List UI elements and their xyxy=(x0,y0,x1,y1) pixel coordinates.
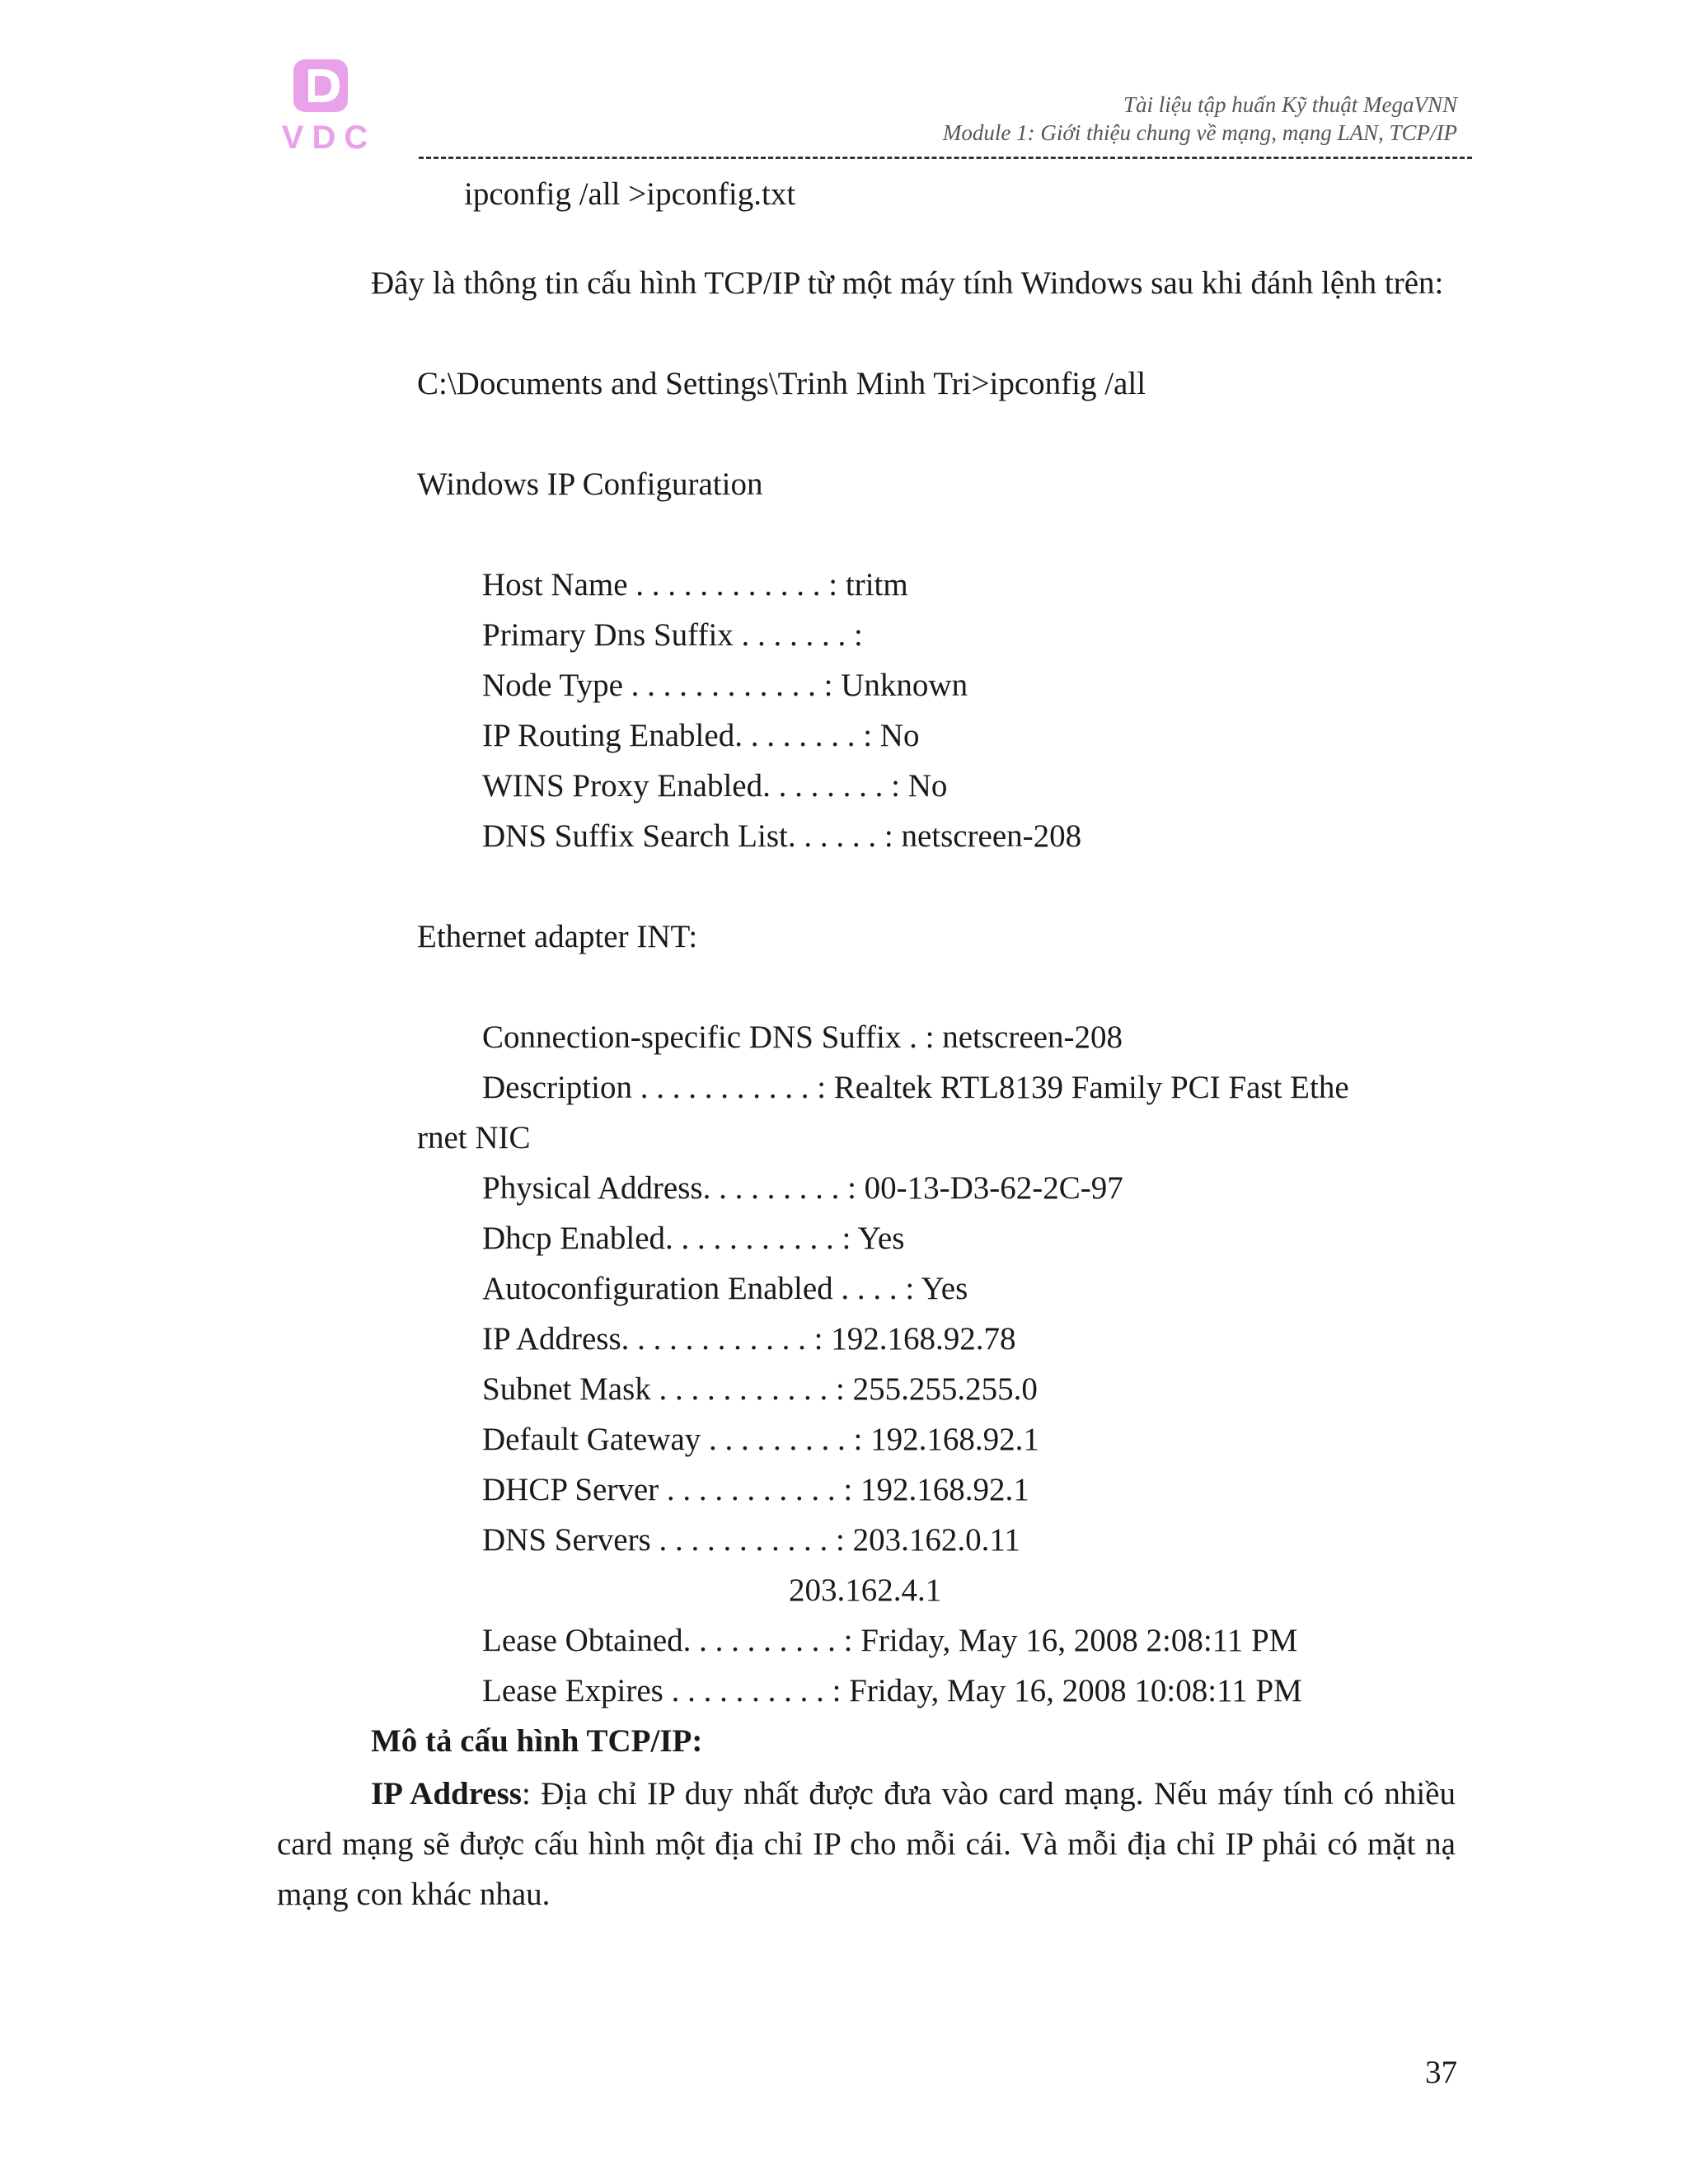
term-ip-address: IP Address xyxy=(371,1776,522,1811)
adapter-row: Physical Address. . . . . . . . . : 00-13-D3-62-2C-97 xyxy=(482,1170,1123,1206)
adapter-row: Connection-specific DNS Suffix . : netscreen-208 xyxy=(482,1019,1123,1055)
header-title: Tài liệu tập huấn Kỹ thuật MegaVNN xyxy=(1123,92,1457,117)
vdc-logo xyxy=(275,58,399,157)
adapter-row: Autoconfiguration Enabled . . . . : Yes xyxy=(482,1271,968,1306)
config-row: WINS Proxy Enabled. . . . . . . . : No xyxy=(482,768,948,804)
header-subtitle: Module 1: Giới thiệu chung về mạng, mạng LAN, TCP/IP xyxy=(942,120,1457,145)
ip-address-text: : Địa chỉ IP duy nhất được đưa vào card mạng. Nếu máy tính có nhiều card mạng sẽ được cấu hình một địa chỉ IP cho mỗi cái. Và mỗi địa chỉ IP phải có mặt nạ mạng con khác nhau. xyxy=(277,1776,1456,1912)
intro-paragraph: Đây là thông tin cấu hình TCP/IP từ một máy tính Windows sau khi đánh lệnh trên: xyxy=(371,265,1444,301)
adapter-row: Lease Obtained. . . . . . . . . . : Friday, May 16, 2008 2:08:11 PM xyxy=(482,1623,1298,1658)
adapter-row: Lease Expires . . . . . . . . . . : Friday, May 16, 2008 10:08:11 PM xyxy=(482,1673,1302,1708)
section-heading: Mô tả cấu hình TCP/IP: xyxy=(371,1723,703,1759)
page-number: 37 xyxy=(1425,2055,1457,2090)
config-row: Primary Dns Suffix . . . . . . . : xyxy=(482,617,863,653)
adapter-row: Default Gateway . . . . . . . . . : 192.168.92.1 xyxy=(482,1422,1039,1457)
config-row: IP Routing Enabled. . . . . . . . : No xyxy=(482,718,920,753)
adapter-row: Subnet Mask . . . . . . . . . . . : 255.255.255.0 xyxy=(482,1371,1038,1407)
windows-ip-config-title: Windows IP Configuration xyxy=(417,466,763,502)
description-wrap: rnet NIC xyxy=(417,1120,531,1155)
adapter-row: DHCP Server . . . . . . . . . . . : 192.168.92.1 xyxy=(482,1472,1029,1507)
adapter-title: Ethernet adapter INT: xyxy=(417,919,698,954)
adapter-row: Description . . . . . . . . . . . : Realtek RTL8139 Family PCI Fast Ethe xyxy=(482,1070,1349,1105)
dns-secondary: 203.162.4.1 xyxy=(789,1572,942,1608)
logo-text: VDC xyxy=(281,120,377,156)
config-row: Host Name . . . . . . . . . . . . : tritm xyxy=(482,567,908,602)
command-line: ipconfig /all >ipconfig.txt xyxy=(464,176,796,212)
adapter-row: IP Address. . . . . . . . . . . . : 192.168.92.78 xyxy=(482,1321,1016,1357)
config-row: DNS Suffix Search List. . . . . . : netscreen-208 xyxy=(482,818,1082,854)
adapter-row: Dhcp Enabled. . . . . . . . . . . : Yes xyxy=(482,1221,905,1256)
adapter-row: DNS Servers . . . . . . . . . . . : 203.162.0.11 xyxy=(482,1522,1020,1558)
header-divider xyxy=(419,157,1472,159)
ip-address-paragraph xyxy=(277,1769,1456,1919)
prompt-line: C:\Documents and Settings\Trinh Minh Tri>ipconfig /all xyxy=(417,366,1146,401)
config-row: Node Type . . . . . . . . . . . . : Unknown xyxy=(482,668,968,703)
